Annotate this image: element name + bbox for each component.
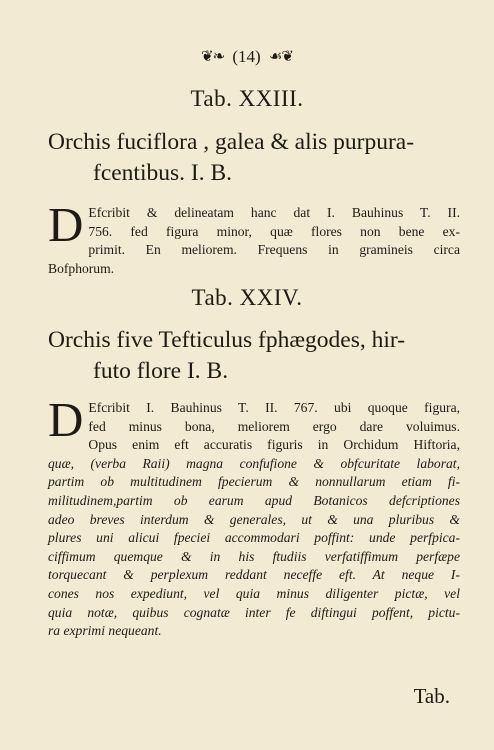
drop-capital: D: [48, 197, 84, 252]
description-xxiv: [48, 392, 460, 641]
text-line: quæ, (verba Raii) magna confufione & obfcuritate laborat,: [48, 455, 460, 471]
text-line: torquecant & perplexum reddant neceffe eft. At neque I-: [48, 567, 460, 583]
text-line: partim ob multitudinem fpecierum & nonnullarum etiam fi-: [48, 474, 460, 490]
text-line: Opus enim eft accuratis figuris in Orchidum Hiftoria,: [88, 437, 460, 453]
title-line-1: Orchis fuciflora , galea & alis purpura-: [48, 129, 415, 155]
left-ornament-icon: ❦❧: [201, 49, 225, 65]
text-line: Efcribit I. Bauhinus T. II. 767. ubi quoque figura,: [88, 400, 460, 415]
title-line-2: fcentibus. I. B.: [93, 160, 233, 186]
text-line: primit. En meliorem. Frequens in gramineis circa: [88, 242, 460, 258]
catchword: Tab.: [413, 684, 450, 708]
description-xxiii: [48, 197, 460, 278]
text-line: militudinem,partim ob earum apud Botanicos defcriptiones: [48, 492, 460, 508]
text-line: quia notæ, quibus cognatæ inter fe diftingui poffent, pictu-: [48, 604, 460, 620]
text-line: ciffimum quemque & in his ftudiis verfatiffimum perfæpe: [48, 548, 460, 564]
text-line: ra exprimi nequeant.: [48, 623, 162, 639]
text-line: fed minus bona, meliorem ergo dare voluimus.: [88, 418, 460, 434]
page-number: (14): [232, 47, 261, 66]
title-line-1: Orchis five Tefticulus fphægodes, hir-: [48, 327, 406, 353]
plate-heading-xxiv: Tab. XXIV.: [191, 285, 303, 310]
page-header: [0, 47, 494, 67]
text-line: Efcribit & delineatam hanc dat I. Bauhinus T. II.: [88, 205, 460, 220]
text-line: plures uni alicui fpeciei accommodari poffint: unde perfpica-: [48, 530, 460, 546]
right-ornament-icon: ☙❦: [268, 49, 293, 65]
text-line: adeo breves interdum & generales, ut & una pluribus &: [48, 511, 460, 527]
species-title-xxiii: [48, 127, 458, 189]
plate-heading-xxiii: Tab. XXIII.: [190, 86, 304, 111]
species-title-xxiv: [48, 325, 458, 387]
drop-capital: D: [48, 392, 84, 447]
text-line: Bofphorum.: [48, 260, 115, 276]
text-line: cones nos expediunt, vel quia minus diligenter pictæ, vel: [48, 585, 460, 601]
title-line-2: futo flore I. B.: [93, 358, 229, 384]
text-line: 756. fed figura minor, quæ flores non bene ex-: [88, 223, 460, 239]
